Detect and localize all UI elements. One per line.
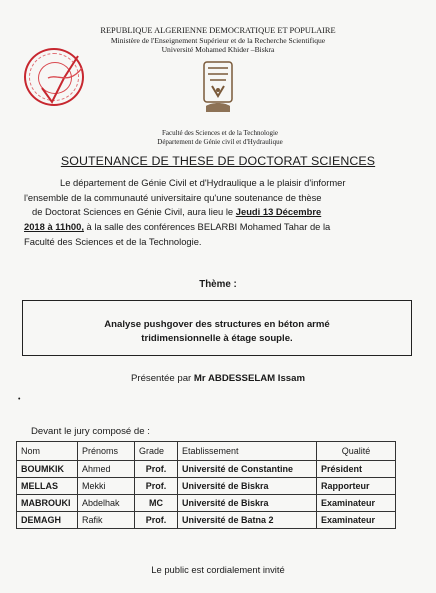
cell-firstname: Ahmed — [78, 461, 135, 478]
cell-name: DEMAGH — [17, 512, 78, 529]
cell-grade: Prof. — [135, 461, 178, 478]
cell-firstname: Abdelhak — [78, 495, 135, 512]
cell-grade: Prof. — [135, 512, 178, 529]
presented-by — [0, 373, 436, 384]
cell-grade: Prof. — [135, 478, 178, 495]
announcement-text: à la salle des conférences BELARBI Mohamed Tahar de la — [83, 221, 331, 232]
table-row — [17, 461, 396, 478]
thesis-title-line-2: tridimensionnelle à étage souple. — [141, 333, 293, 344]
thesis-title — [23, 318, 411, 346]
column-header: Nom — [17, 442, 78, 461]
table-row — [17, 512, 396, 529]
cell-role: Examinateur — [317, 512, 396, 529]
announcement-line-1: Le département de Génie Civil et d'Hydraulique a le plaisir d'informer — [60, 177, 346, 188]
presented-prefix: Présentée par — [130, 373, 194, 384]
column-header: Etablissement — [178, 442, 317, 461]
page-title: SOUTENANCE DE THESE DE DOCTORAT SCIENCES — [60, 154, 376, 168]
header-ministry: Ministère de l'Enseignement Supérieur et de la Recherche Scientifique — [110, 36, 326, 45]
cell-grade: MC — [135, 495, 178, 512]
defense-time: 2018 à 11h00, — [24, 221, 84, 232]
jury-table — [16, 441, 396, 529]
announcement-text: de Doctorat Sciences en Génie Civil, aura lieu le — [32, 206, 236, 217]
cell-name: MELLAS — [17, 478, 78, 495]
cell-role: Examinateur — [317, 495, 396, 512]
cell-institution: Université de Biskra — [178, 495, 317, 512]
cell-firstname: Rafik — [78, 512, 135, 529]
university-logo — [198, 58, 238, 118]
announcement-line-4 — [24, 220, 330, 233]
header-faculty: Faculté des Sciences et de la Technologie — [161, 129, 278, 137]
footer-invitation: Le public est cordialement invité — [151, 564, 285, 575]
cell-firstname: Mekki — [78, 478, 135, 495]
cell-institution: Université de Biskra — [178, 478, 317, 495]
table-row — [17, 478, 396, 495]
jury-intro: Devant le jury composé de : — [31, 426, 150, 437]
column-header: Qualité — [317, 442, 396, 461]
signature-mark — [38, 48, 93, 110]
header-university: Université Mohamed Khider –Biskra — [161, 45, 275, 54]
column-header: Prénoms — [78, 442, 135, 461]
cell-name: MABROUKI — [17, 495, 78, 512]
cell-role: Rapporteur — [317, 478, 396, 495]
theme-box — [22, 300, 412, 356]
cell-institution: Université de Constantine — [178, 461, 317, 478]
header-department: Département de Génie civil et d'Hydraulique — [157, 138, 283, 146]
announcement-line-2: l'ensemble de la communauté universitaire qu'une soutenance de thèse — [24, 192, 322, 203]
cell-name: BOUMKIK — [17, 461, 78, 478]
thesis-title-line-1: Analyse pushgover des structures en béton armé — [104, 319, 330, 330]
stray-mark: • — [18, 396, 21, 403]
defense-date: Jeudi 13 Décembre — [235, 206, 322, 217]
column-header: Grade — [135, 442, 178, 461]
announcement-line-3 — [32, 205, 321, 218]
announcement-line-5: Faculté des Sciences et de la Technologie. — [24, 236, 202, 247]
cell-role: Président — [317, 461, 396, 478]
jury-table-header — [17, 442, 396, 461]
theme-label: Thème : — [199, 279, 237, 290]
presenter-name: Mr ABDESSELAM Issam — [193, 373, 305, 384]
table-row — [17, 495, 396, 512]
cell-institution: Université de Batna 2 — [178, 512, 317, 529]
header-republic: REPUBLIQUE ALGERIENNE DEMOCRATIQUE ET POPULAIRE — [100, 26, 336, 35]
